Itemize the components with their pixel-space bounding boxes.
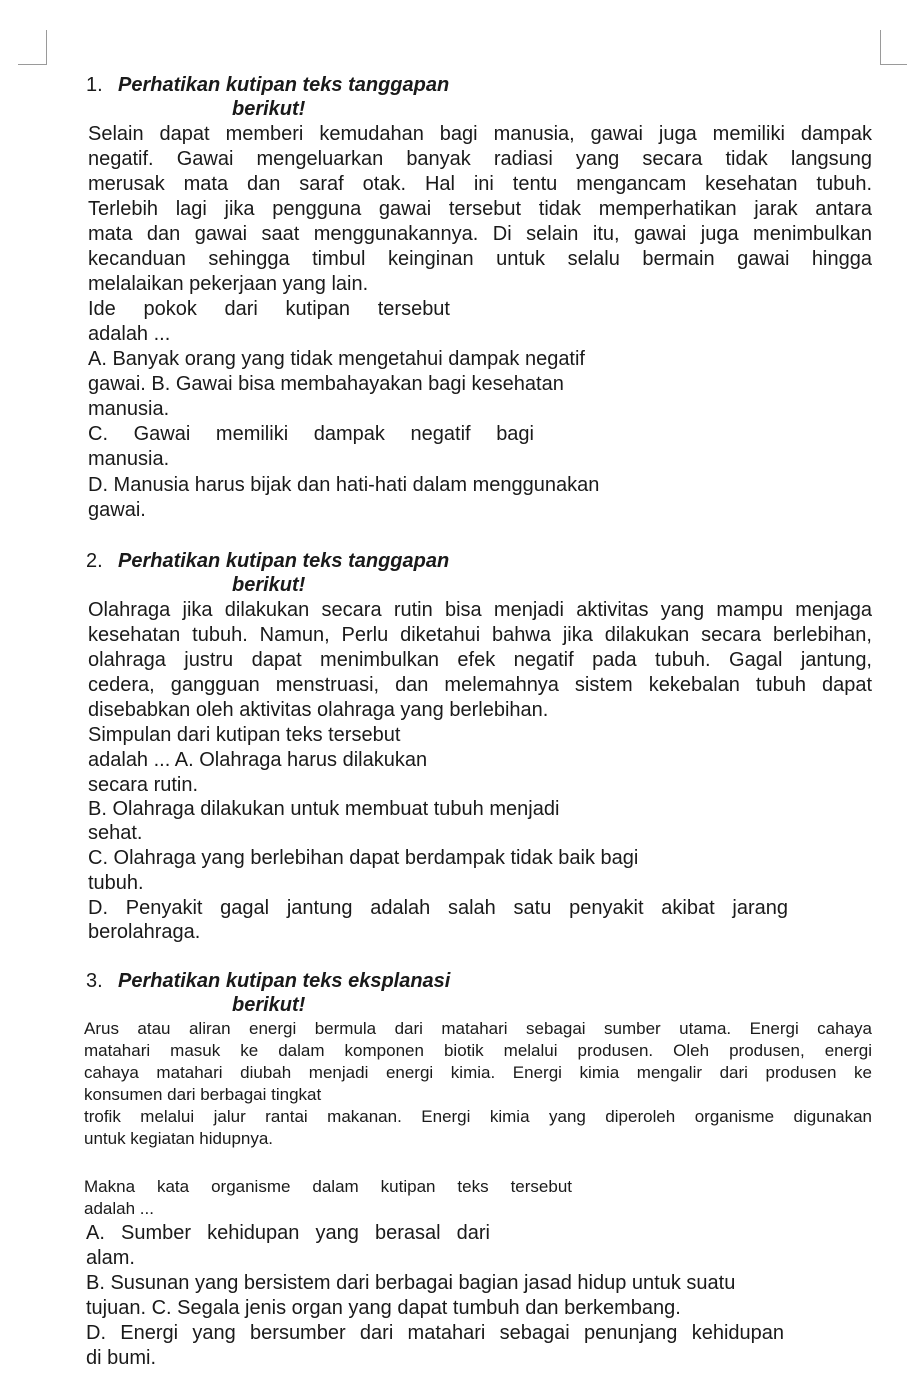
question-title: Perhatikan kutipan teks eksplanasi	[118, 970, 451, 992]
question-prompt: Makna kata organisme dalam kutipan teks tersebut	[84, 1177, 572, 1196]
passage-line: merusak mata dan saraf otak. Hal ini tentu mengancam kesehatan tubuh.	[88, 173, 872, 195]
answer-option[interactable]: D. Energi yang bersumber dari matahari sebagai penunjang kehidupan	[86, 1322, 784, 1344]
question-title: Perhatikan kutipan teks tanggapan	[118, 550, 450, 572]
passage-line: Selain dapat memberi kemudahan bagi manusia, gawai juga memiliki dampak	[88, 123, 872, 145]
answer-option-cont: berolahraga.	[88, 921, 201, 943]
passage-line: Olahraga jika dilakukan secara rutin bisa menjadi aktivitas yang mampu menjaga	[88, 599, 872, 621]
answer-option-cont: manusia.	[88, 448, 170, 470]
passage-line: trofik melalui jalur rantai makanan. Energi kimia yang diperoleh organisme digunakan	[84, 1107, 872, 1126]
answer-option-cont: alam.	[86, 1247, 135, 1269]
question-title-cont: berikut!	[232, 994, 306, 1016]
passage-line: Terlebih lagi jika pengguna gawai tersebut tidak memperhatikan jarak antara	[88, 198, 872, 220]
passage-line: negatif. Gawai mengeluarkan banyak radiasi yang secara tidak langsung	[88, 148, 872, 170]
question-number: 3.	[86, 970, 103, 992]
answer-option-cont: manusia.	[88, 398, 170, 420]
answer-option[interactable]: B. Susunan yang bersistem dari berbagai bagian jasad hidup untuk suatu	[86, 1272, 736, 1294]
passage-line: melalaikan pekerjaan yang lain.	[88, 273, 369, 295]
passage-line: untuk kegiatan hidupnya.	[84, 1129, 274, 1148]
question-prompt-cont: adalah ... A. Olahraga harus dilakukan	[88, 749, 428, 771]
answer-option-cont: secara rutin.	[88, 774, 199, 796]
passage-line: mata dan gawai saat menggunakannya. Di selain itu, gawai juga menimbulkan	[88, 223, 872, 245]
question-prompt-cont: adalah ...	[88, 323, 171, 345]
question-title-cont: berikut!	[232, 574, 306, 596]
answer-option-cont: gawai.	[88, 499, 146, 521]
answer-option-cont: sehat.	[88, 822, 143, 844]
passage-line: konsumen dari berbagai tingkat	[84, 1085, 322, 1104]
question-number: 1.	[86, 74, 103, 96]
answer-option[interactable]: C. Gawai memiliki dampak negatif bagi	[88, 423, 534, 445]
passage-line: cedera, gangguan menstruasi, dan melemahnya sistem kekebalan tubuh dapat	[88, 674, 872, 696]
passage-line: matahari masuk ke dalam komponen biotik melalui produsen. Oleh produsen, energi	[84, 1041, 872, 1060]
passage-line: kesehatan tubuh. Namun, Perlu diketahui bahwa jika dilakukan secara berlebihan,	[88, 624, 872, 646]
answer-option[interactable]: A. Sumber kehidupan yang berasal dari	[86, 1222, 490, 1244]
passage-line: olahraga justru dapat menimbulkan efek negatif pada tubuh. Gagal jantung,	[88, 649, 872, 671]
question-prompt-cont: adalah ...	[84, 1199, 154, 1218]
question-title: Perhatikan kutipan teks tanggapan	[118, 74, 450, 96]
answer-option[interactable]: A. Banyak orang yang tidak mengetahui dampak negatif	[88, 348, 585, 370]
answer-option[interactable]: gawai. B. Gawai bisa membahayakan bagi kesehatan	[88, 373, 564, 395]
passage-line: Arus atau aliran energi bermula dari matahari sebagai sumber utama. Energi cahaya	[84, 1019, 872, 1038]
question-title-cont: berikut!	[232, 98, 306, 120]
answer-option[interactable]: C. Olahraga yang berlebihan dapat berdampak tidak baik bagi	[88, 847, 639, 869]
answer-option[interactable]: B. Olahraga dilakukan untuk membuat tubuh menjadi	[88, 798, 560, 820]
passage-line: cahaya matahari diubah menjadi energi kimia. Energi kimia mengalir dari produsen ke	[84, 1063, 872, 1082]
answer-option[interactable]: D. Penyakit gagal jantung adalah salah satu penyakit akibat jarang	[88, 897, 788, 919]
answer-option-cont: tubuh.	[88, 872, 144, 894]
passage-line: kecanduan sehingga timbul keinginan untuk selalu bermain gawai hingga	[88, 248, 872, 270]
answer-option-cont: di bumi.	[86, 1347, 157, 1369]
question-prompt: Ide pokok dari kutipan tersebut	[88, 298, 450, 320]
answer-option[interactable]: tujuan. C. Segala jenis organ yang dapat tumbuh dan berkembang.	[86, 1297, 681, 1319]
question-number: 2.	[86, 550, 103, 572]
answer-option[interactable]: D. Manusia harus bijak dan hati-hati dalam menggunakan	[88, 474, 600, 496]
passage-line: disebabkan oleh aktivitas olahraga yang berlebihan.	[88, 699, 549, 721]
question-prompt: Simpulan dari kutipan teks tersebut	[88, 724, 401, 746]
